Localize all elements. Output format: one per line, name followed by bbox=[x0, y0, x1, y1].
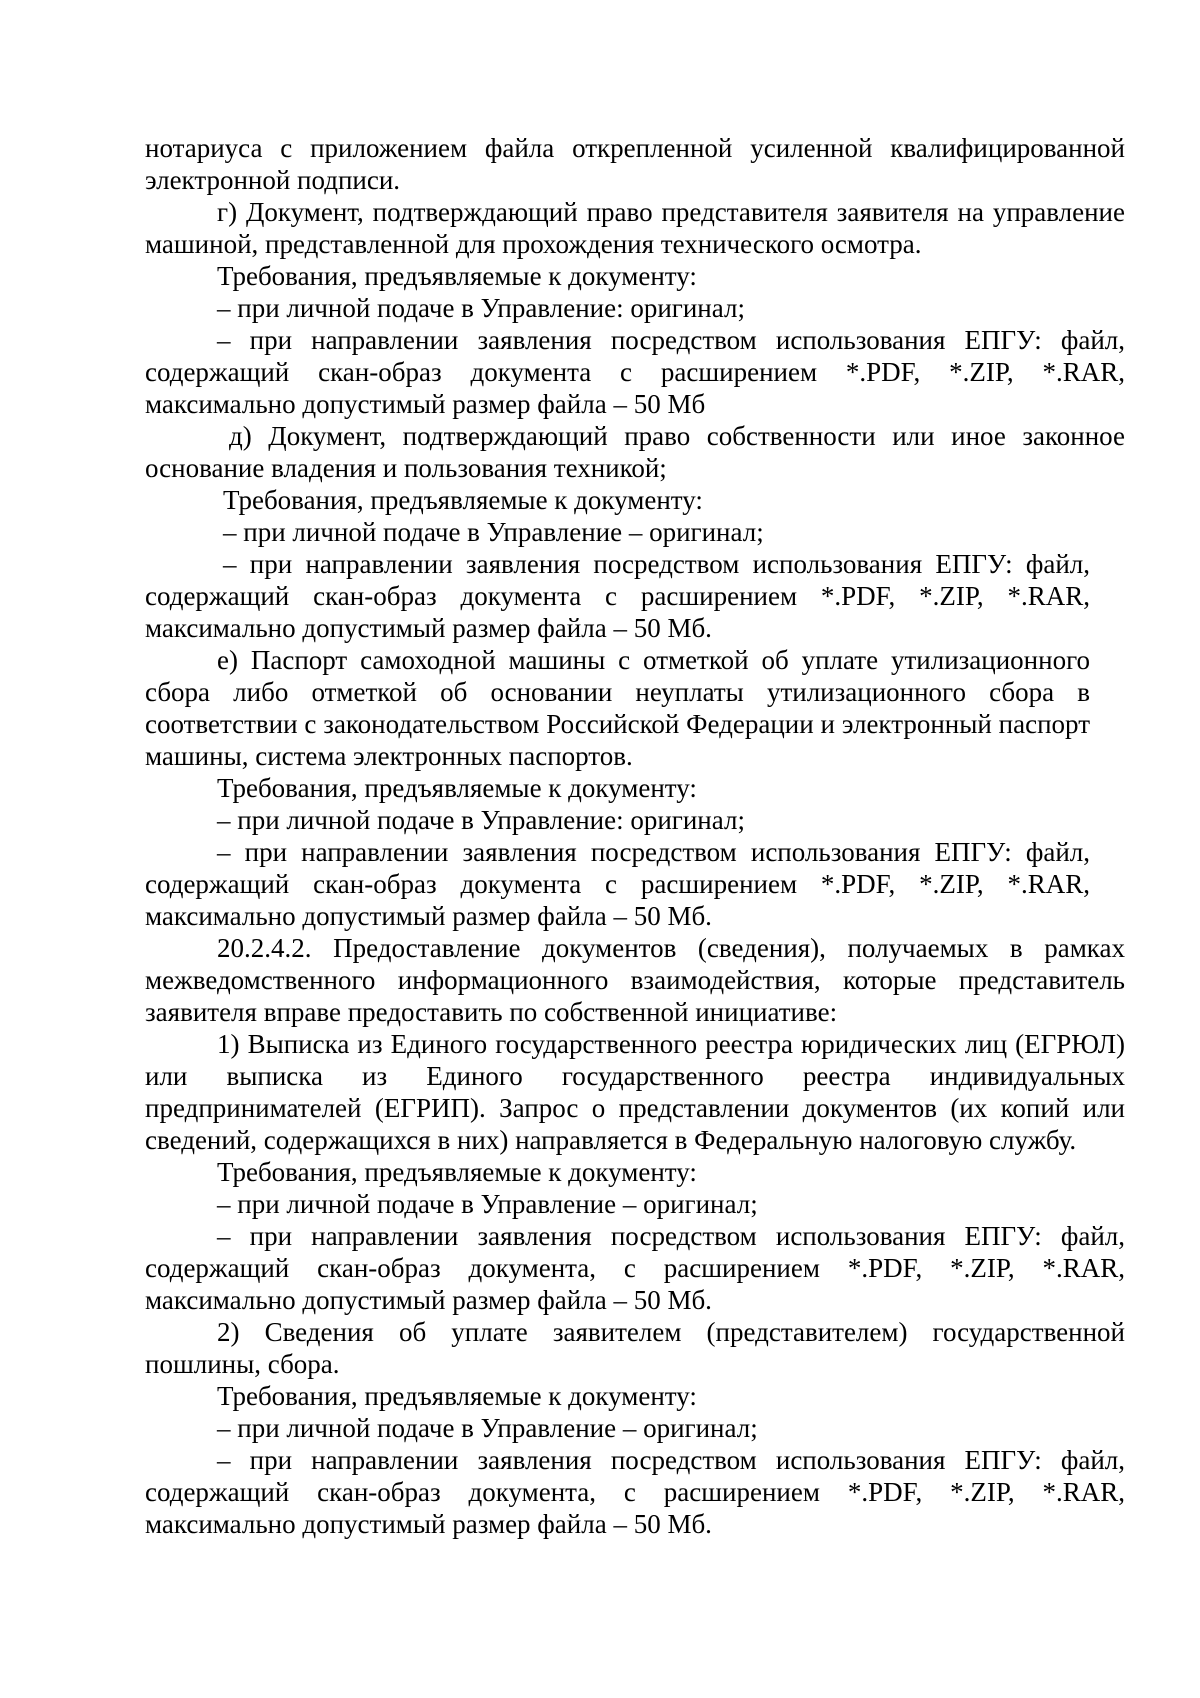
paragraph-requirement-personal: – при личной подаче в Управление: оригинал; bbox=[217, 805, 745, 835]
paragraph-requirement-personal: – при личной подаче в Управление – оригинал; bbox=[217, 1189, 758, 1219]
paragraph-requirements-heading: Требования, предъявляемые к документу: bbox=[223, 485, 703, 515]
paragraph-requirement-epgu: – при направлении заявления посредством использования ЕПГУ: файл, содержащий скан-образ документа с расширением *.PDF, *.ZIP, *.RAR, максимально допустимый размер файла – 50 Мб bbox=[145, 325, 1125, 419]
document-body bbox=[145, 132, 1125, 1540]
paragraph-item-g: г) Документ, подтверждающий право представителя заявителя на управление машиной, представленной для прохождения технического осмотра. bbox=[145, 197, 1125, 259]
paragraph-continuation: нотариуса с приложением файла открепленной усиленной квалифицированной электронной подписи. bbox=[145, 133, 1125, 195]
paragraph-requirements-heading: Требования, предъявляемые к документу: bbox=[217, 773, 697, 803]
paragraph-section-20-2-4-2: 20.2.4.2. Предоставление документов (сведения), получаемых в рамках межведомственного информационного взаимодействия, которые представитель заявителя вправе предоставить по собственной инициативе: bbox=[145, 933, 1125, 1027]
paragraph-requirements-heading: Требования, предъявляемые к документу: bbox=[217, 1381, 697, 1411]
paragraph-requirement-personal: – при личной подаче в Управление – оригинал; bbox=[223, 517, 764, 547]
paragraph-requirement-epgu: – при направлении заявления посредством использования ЕПГУ: файл, содержащий скан-образ документа, с расширением *.PDF, *.ZIP, *.RAR, максимально допустимый размер файла – 50 Мб. bbox=[145, 1221, 1125, 1315]
paragraph-requirement-personal: – при личной подаче в Управление – оригинал; bbox=[217, 1413, 758, 1443]
paragraph-requirements-heading: Требования, предъявляемые к документу: bbox=[217, 261, 697, 291]
paragraph-requirement-personal: – при личной подаче в Управление: оригинал; bbox=[217, 293, 745, 323]
paragraph-item-2: 2) Сведения об уплате заявителем (представителем) государственной пошлины, сбора. bbox=[145, 1317, 1125, 1379]
paragraph-requirements-heading: Требования, предъявляемые к документу: bbox=[217, 1157, 697, 1187]
paragraph-requirement-epgu: – при направлении заявления посредством использования ЕПГУ: файл, содержащий скан-образ документа с расширением *.PDF, *.ZIP, *.RAR, максимально допустимый размер файла – 50 Мб. bbox=[145, 837, 1090, 931]
paragraph-item-1: 1) Выписка из Единого государственного реестра юридических лиц (ЕГРЮЛ) или выписка из Единого государственного реестра индивидуальных предпринимателей (ЕГРИП). Запрос о представлении документов (их копий или сведений, содержащихся в них) направляется в Федеральную налоговую службу. bbox=[145, 1029, 1125, 1155]
paragraph-requirement-epgu: – при направлении заявления посредством использования ЕПГУ: файл, содержащий скан-образ документа с расширением *.PDF, *.ZIP, *.RAR, максимально допустимый размер файла – 50 Мб. bbox=[145, 549, 1090, 643]
paragraph-item-e: е) Паспорт самоходной машины с отметкой об уплате утилизационного сбора либо отметкой об основании неуплаты утилизационного сбора в соответствии с законодательством Российской Федерации и электронный паспорт машины, система электронных паспортов. bbox=[145, 645, 1090, 771]
paragraph-item-d: д) Документ, подтверждающий право собственности или иное законное основание владения и пользования техникой; bbox=[145, 421, 1125, 483]
paragraph-requirement-epgu: – при направлении заявления посредством использования ЕПГУ: файл, содержащий скан-образ документа, с расширением *.PDF, *.ZIP, *.RAR, максимально допустимый размер файла – 50 Мб. bbox=[145, 1445, 1125, 1539]
